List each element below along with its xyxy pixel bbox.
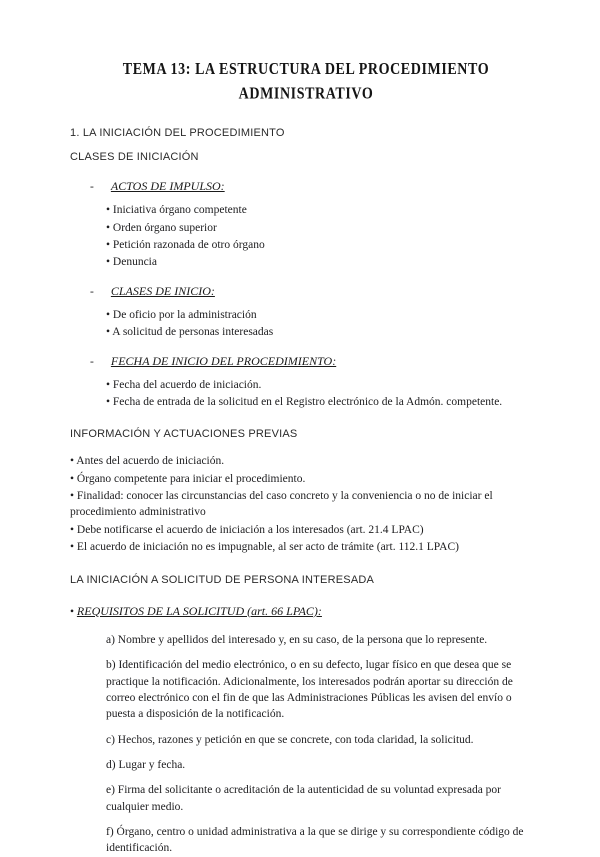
bullet-item: • El acuerdo de iniciación no es impugnable, al ser acto de trámite (art. 112.1 LPAC) xyxy=(70,539,542,555)
list-informacion-previa xyxy=(70,453,542,555)
bullet-item: • Orden órgano superior xyxy=(106,220,542,236)
bullet-item: • Órgano competente para iniciar el procedimiento. xyxy=(70,471,542,487)
list-requisitos xyxy=(70,632,542,857)
group-clases-de-inicio xyxy=(70,283,542,341)
bullet-item: • Fecha del acuerdo de iniciación. xyxy=(106,377,542,393)
requisito-item-b: b) Identificación del medio electrónico, o en su defecto, lugar físico en que desea que se practique la notificación. Adicionalmente, los interesados podrán aportar su dirección de correo electrónico con el fin de que las Administraciones Públicas les avisen del envío o puesta a disposición de la notificación. xyxy=(106,659,513,721)
heading-iniciacion-solicitud-persona: LA INICIACIÓN A SOLICITUD DE PERSONA INTERESADA xyxy=(70,574,375,587)
heading-iniciacion-procedimiento: 1. LA INICIACIÓN DEL PROCEDIMIENTO xyxy=(70,126,285,139)
document-title: TEMA 13: LA ESTRUCTURA DEL PROCEDIMIENTO ADMINISTRATIVO xyxy=(122,60,490,103)
bullet-item: • Iniciativa órgano competente xyxy=(106,202,542,218)
requisito-item-c: c) Hechos, razones y petición en que se concrete, con toda claridad, la solicitud. xyxy=(106,733,474,746)
dash-item xyxy=(90,178,542,195)
heading-informacion-actuaciones-previas: INFORMACIÓN Y ACTUACIONES PREVIAS xyxy=(70,427,298,440)
requisito-item-a: a) Nombre y apellidos del interesado y, en su caso, de la persona que lo represente. xyxy=(106,634,488,647)
bullet-item: • Fecha de entrada de la solicitud en el Registro electrónico de la Admón. competente. xyxy=(106,394,542,410)
requisito-item-e: e) Firma del solicitante o acreditación de la autenticidad de su voluntad expresada por cualquier medio. xyxy=(106,784,502,813)
bullet-item: • Antes del acuerdo de iniciación. xyxy=(70,453,542,469)
group-actos-de-impulso xyxy=(70,178,542,271)
dash-item-label: FECHA DE INICIO DEL PROCEDIMIENTO: xyxy=(110,353,337,368)
dash-item-label: ACTOS DE IMPULSO: xyxy=(110,178,225,193)
bullet-item: • De oficio por la administración xyxy=(106,307,542,323)
bullet-item: • Debe notificarse el acuerdo de iniciación a los interesados (art. 21.4 LPAC) xyxy=(70,522,542,538)
dash-item xyxy=(90,283,542,300)
bullet-item: • Denuncia xyxy=(106,254,542,270)
requisitos-solicitud-label: REQUISITOS DE LA SOLICITUD (art. 66 LPAC): xyxy=(76,603,322,618)
bullet-item: • Finalidad: conocer las circunstancias del caso concreto y la conveniencia o no de iniciar el procedimiento administrativo xyxy=(70,488,542,521)
dash-item-label: CLASES DE INICIO: xyxy=(110,283,215,298)
requisitos-solicitud-row xyxy=(70,603,542,620)
group-fecha-de-inicio xyxy=(70,353,542,411)
dash-item xyxy=(90,353,542,370)
heading-clases-iniciacion: CLASES DE INICIACIÓN xyxy=(70,151,199,164)
requisito-item-d: d) Lugar y fecha. xyxy=(106,759,186,772)
bullet-item: • A solicitud de personas interesadas xyxy=(106,324,542,340)
requisito-item-f: f) Órgano, centro o unidad administrativa a la que se dirige y su correspondiente código de identificación. xyxy=(106,826,524,855)
bullet-item: • Petición razonada de otro órgano xyxy=(106,237,542,253)
